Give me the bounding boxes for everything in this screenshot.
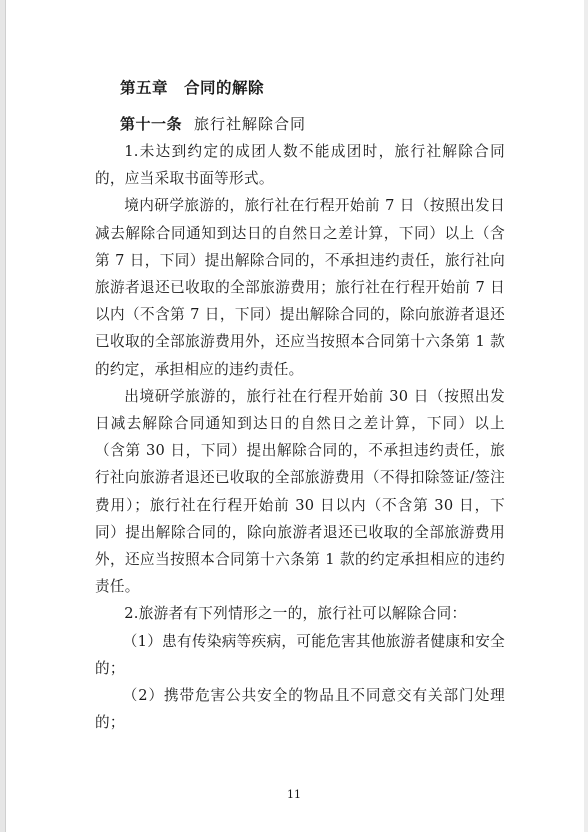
list-item-disease: （1）患有传染病等疾病，可能危害其他旅游者健康和安全的； — [95, 632, 505, 677]
scan-left-edge — [0, 0, 6, 832]
chapter-heading: 第五章 合同的解除 — [120, 79, 265, 97]
document-page — [95, 76, 505, 736]
paragraph-domestic-trip: 境内研学旅游的，旅行社在行程开始前 7 日（按照出发日减去解除合同通知到达日的自然日之差计算，下同）以上（含第 7 日，下同）提出解除合同的，不承担违约责任，旅行社向旅游者退还已收取的全部旅游费用；旅行社在行程开始前 7 日以内（不含第 7 日，下同）提出解除合同的，除向旅游者退还已收取的全部旅游费用外，还应当按照本合同第十六条第 1 款的约定，承担相应的违约责任。 — [95, 197, 505, 378]
article-number: 第十一条 — [120, 115, 183, 133]
page-number: 11 — [287, 788, 301, 801]
paragraph-cancel-min-group: 1.未达到约定的成团人数不能成团时，旅行社解除合同的，应当采取书面等形式。 — [95, 143, 505, 188]
article-heading — [120, 112, 505, 136]
scan-right-edge — [584, 0, 588, 832]
article-title: 旅行社解除合同 — [194, 115, 307, 133]
list-item-dangerous-goods: （2）携带危害公共安全的物品且不同意交有关部门处理的； — [95, 687, 505, 732]
paragraph-traveler-cases-intro: 2.旅游者有下列情形之一的，旅行社可以解除合同： — [124, 605, 467, 623]
paragraph-outbound-trip: 出境研学旅游的，旅行社在行程开始前 30 日（按照出发日减去解除合同通知到达日的自然日之差计算，下同）以上（含第 30 日，下同）提出解除合同的，不承担违约责任，旅行社向旅游者退还已收取的全部旅游费用（不得扣除签证/签注费用）；旅行社在行程开始前 30 日以内（不含第 30 日，下同）提出解除合同的，除向旅游者退还已收取的全部旅游费用外，还应当按照本合同第十六条第 1 款的约定承担相应的违约责任。 — [95, 387, 505, 596]
